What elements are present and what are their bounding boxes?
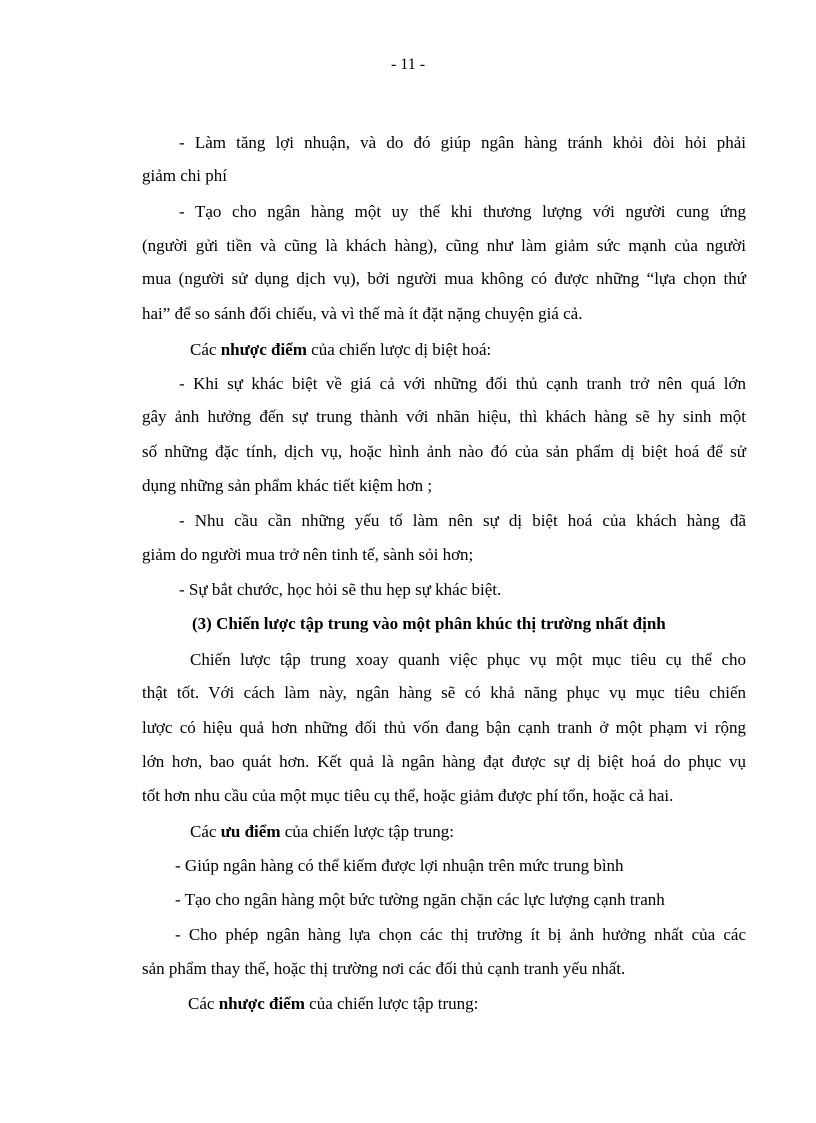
text-line: lược có hiệu quả hơn những đối thủ vốn đang bận cạnh tranh ở một phạm vi rộng — [142, 718, 746, 737]
text-line: gây ảnh hưởng đến sự trung thành với nhãn hiệu, thì khách hàng sẽ hy sinh một — [142, 407, 746, 426]
text-line: Chiến lược tập trung xoay quanh việc phục vụ một mục tiêu cụ thể cho — [190, 650, 746, 669]
text-line: - Tạo cho ngân hàng một uy thế khi thương lượng với người cung ứng — [179, 202, 746, 221]
text-line: giảm chi phí — [142, 166, 227, 185]
text-line: sản phẩm thay thế, hoặc thị trường nơi các đối thủ cạnh tranh yếu nhất. — [142, 959, 626, 978]
text-line: lớn hơn, bao quát hơn. Kết quả là ngân hàng đạt được sự dị biệt hoá do phục vụ — [142, 752, 746, 771]
section-heading: (3) Chiến lược tập trung vào một phân khúc thị trường nhất định — [192, 614, 666, 633]
text-line: mua (người sử dụng dịch vụ), bởi người mua không có được những “lựa chọn thứ — [142, 269, 746, 288]
text-line: - Làm tăng lợi nhuận, và do đó giúp ngân hàng tránh khỏi đòi hỏi phải — [179, 133, 746, 152]
text-line: giảm do người mua trở nên tinh tế, sành sỏi hơn; — [142, 545, 474, 564]
text-line: - Tạo cho ngân hàng một bức tường ngăn chặn các lực lượng cạnh tranh — [175, 890, 665, 909]
text-line: - Sự bắt chước, học hỏi sẽ thu hẹp sự khác biệt. — [179, 580, 502, 599]
text-line: - Giúp ngân hàng có thể kiếm được lợi nhuận trên mức trung bình — [175, 856, 624, 875]
text-line: - Khi sự khác biệt về giá cả với những đối thủ cạnh tranh trở nên quá lớn — [179, 374, 746, 393]
text-line: (người gửi tiền và cũng là khách hàng), cũng như làm giảm sức mạnh của người — [142, 236, 746, 255]
section-intro: Các nhược điểm của chiến lược tập trung: — [188, 994, 479, 1013]
text-line: thật tốt. Với cách làm này, ngân hàng sẽ có khả năng phục vụ mục tiêu chiến — [142, 683, 746, 702]
text-line: hai” để so sánh đối chiếu, và vì thế mà ít đặt nặng chuyện giá cả. — [142, 304, 583, 323]
text-line: - Nhu cầu cần những yếu tố làm nên sự dị biệt hoá của khách hàng đã — [179, 511, 746, 530]
text-line: số những đặc tính, dịch vụ, hoặc hình ảnh nào đó của sản phẩm dị biệt hoá để sử — [142, 442, 746, 461]
section-intro: Các ưu điểm của chiến lược tập trung: — [190, 822, 454, 841]
text-line: dụng những sản phẩm khác tiết kiệm hơn ; — [142, 476, 433, 495]
text-line: - Cho phép ngân hàng lựa chọn các thị trường ít bị ảnh hưởng nhất của các — [175, 925, 746, 944]
section-intro: Các nhược điểm của chiến lược dị biệt hoá: — [190, 340, 492, 359]
page-number: - 11 - — [390, 56, 426, 73]
text-line: tốt hơn nhu cầu của một mục tiêu cụ thể, hoặc giảm được phí tổn, hoặc cả hai. — [142, 786, 674, 805]
